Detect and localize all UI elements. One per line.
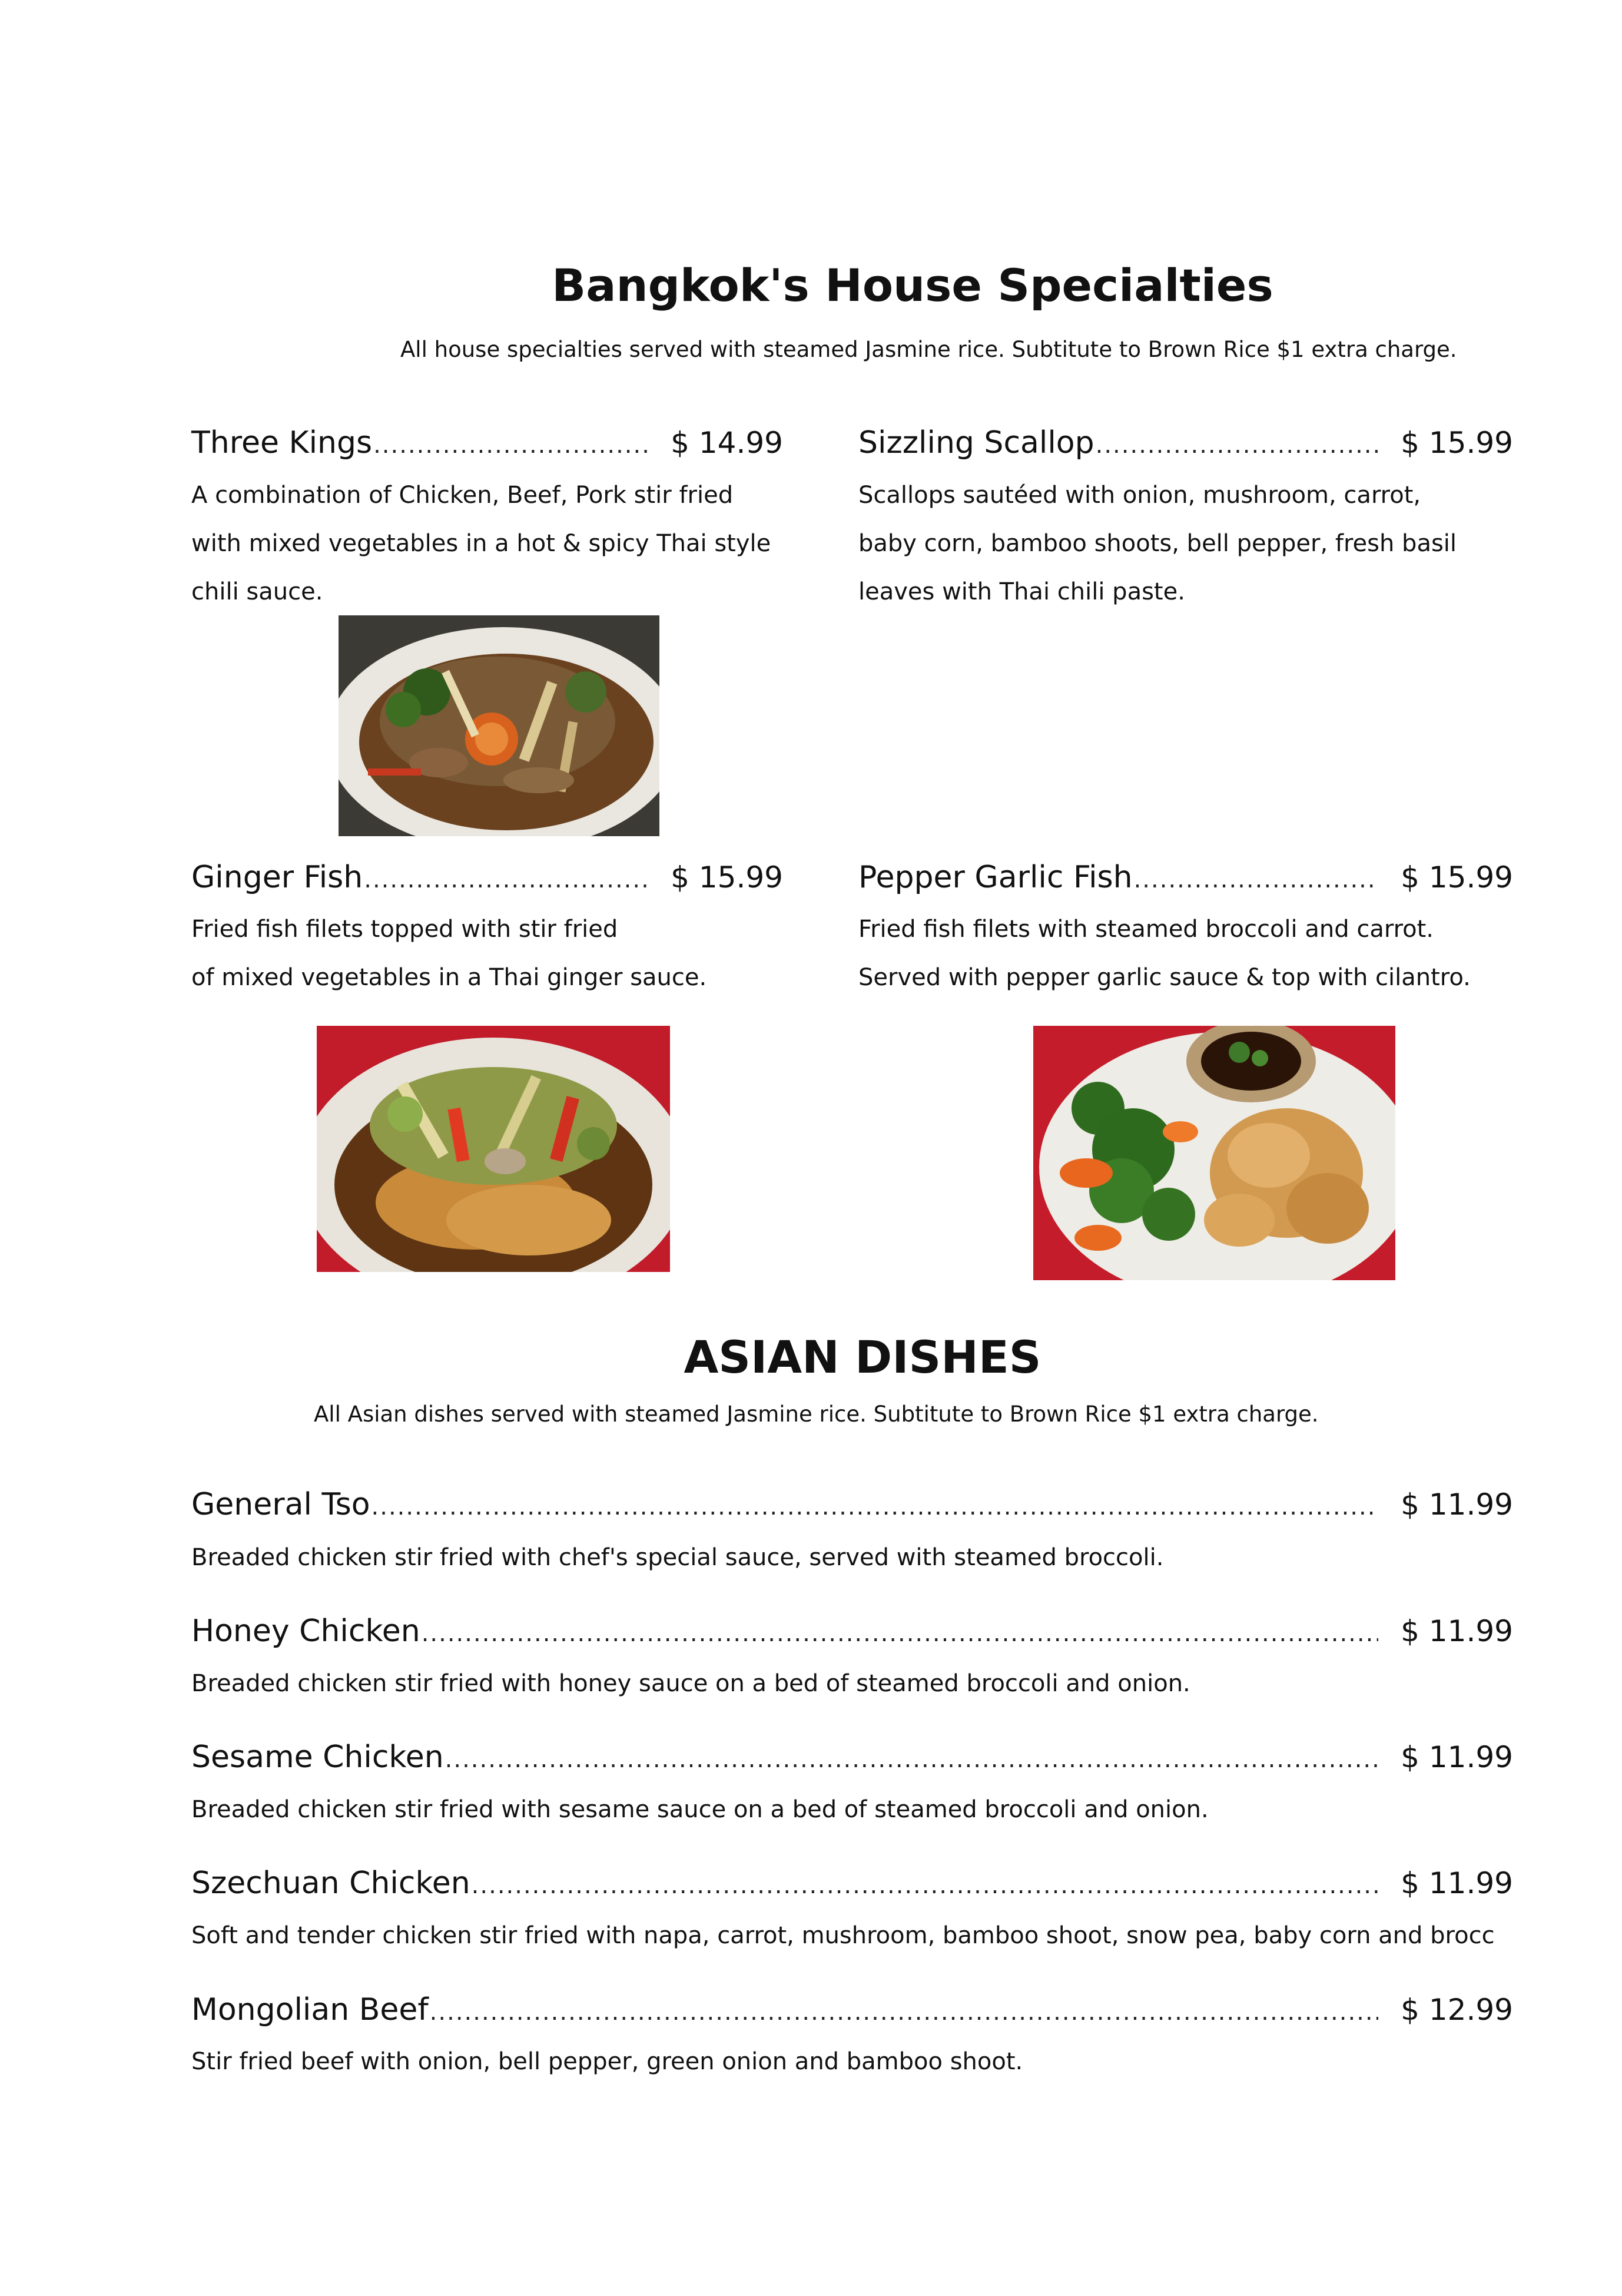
menu-item-mongolian-beef	[191, 1992, 1513, 2027]
item-name: Pepper Garlic Fish	[858, 860, 1133, 895]
item-description: Breaded chicken stir fried with sesame sauce on a bed of steamed broccoli and onion.	[191, 1796, 1209, 1823]
item-description: Fried fish filets topped with stir fried of mixed vegetables in a Thai ginger sauce.	[191, 916, 707, 991]
section-title-house-specialties: Bangkok's House Specialties	[552, 259, 1273, 312]
menu-item-szechuan-chicken	[191, 1866, 1513, 1901]
leader-dots	[371, 1493, 1379, 1520]
menu-item-ginger-fish	[191, 860, 783, 895]
item-name: Honey Chicken	[191, 1614, 420, 1649]
ginger-fish-photo	[317, 1026, 670, 1272]
item-price: $ 11.99	[1401, 1740, 1513, 1774]
leader-dots	[422, 1620, 1378, 1647]
item-price: $ 14.99	[671, 426, 783, 460]
menu-item-sizzling-scallop	[858, 425, 1513, 460]
item-name: Mongolian Beef	[191, 1992, 429, 2027]
item-name: Szechuan Chicken	[191, 1866, 470, 1901]
item-description: Breaded chicken stir fried with honey sauce on a bed of steamed broccoli and onion.	[191, 1670, 1190, 1697]
leader-dots	[472, 1872, 1378, 1899]
item-price: $ 11.99	[1401, 1614, 1513, 1648]
menu-item-general-tso	[191, 1487, 1513, 1522]
three-kings-photo	[339, 615, 659, 836]
leader-dots	[373, 432, 648, 459]
item-name: Sizzling Scallop	[858, 425, 1094, 460]
house-specialties-note: All house specialties served with steamed Jasmine rice. Subtitute to Brown Rice $1 extra charge.	[400, 337, 1457, 362]
item-price: $ 12.99	[1401, 1993, 1513, 2027]
item-description: Fried fish filets with steamed broccoli and carrot. Served with pepper garlic sauce & top with cilantro.	[858, 916, 1471, 991]
menu-item-pepper-garlic-fish	[858, 860, 1513, 895]
item-price: $ 15.99	[1401, 860, 1513, 894]
item-description: Soft and tender chicken stir fried with napa, carrot, mushroom, bamboo shoot, snow pea, baby corn and brocc	[191, 1922, 1495, 1949]
item-price: $ 15.99	[671, 860, 783, 894]
item-name: Ginger Fish	[191, 860, 363, 895]
item-price: $ 11.99	[1401, 1866, 1513, 1900]
menu-item-honey-chicken	[191, 1614, 1513, 1649]
leader-dots	[1134, 866, 1379, 893]
leader-dots	[430, 1999, 1378, 2026]
menu-item-three-kings	[191, 425, 783, 460]
item-name: General Tso	[191, 1487, 370, 1522]
pepper-garlic-fish-photo	[1033, 1026, 1395, 1280]
item-description: Stir fried beef with onion, bell pepper, green onion and bamboo shoot.	[191, 2048, 1023, 2075]
item-description: Scallops sautéed with onion, mushroom, carrot, baby corn, bamboo shoots, bell pepper, fresh basil leaves with Thai chili paste.	[858, 482, 1457, 605]
item-description: A combination of Chicken, Beef, Pork stir fried with mixed vegetables in a hot & spicy Thai style chili sauce.	[191, 482, 771, 605]
leader-dots	[1096, 432, 1379, 459]
item-price: $ 11.99	[1401, 1487, 1513, 1522]
section-title-asian-dishes: ASIAN DISHES	[684, 1331, 1041, 1383]
item-description: Breaded chicken stir fried with chef's special sauce, served with steamed broccoli.	[191, 1544, 1164, 1571]
menu-item-sesame-chicken	[191, 1740, 1513, 1775]
leader-dots	[445, 1746, 1378, 1773]
item-price: $ 15.99	[1401, 426, 1513, 460]
item-name: Sesame Chicken	[191, 1740, 444, 1775]
item-name: Three Kings	[191, 425, 373, 460]
leader-dots	[364, 866, 648, 893]
asian-dishes-note: All Asian dishes served with steamed Jasmine rice. Subtitute to Brown Rice $1 extra charge.	[314, 1402, 1319, 1427]
